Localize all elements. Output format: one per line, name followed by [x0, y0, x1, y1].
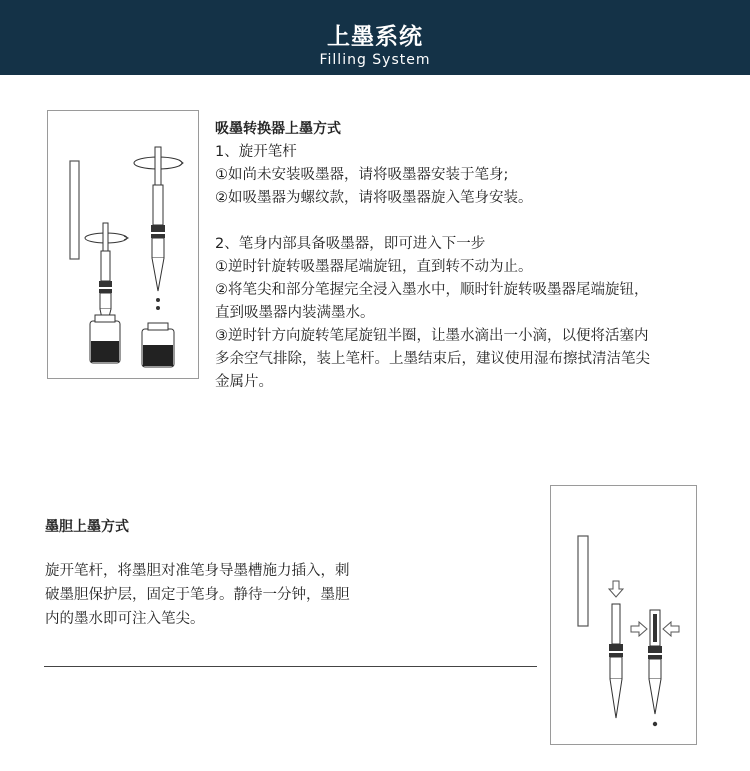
instruction-line: 旋开笔杆，将墨胆对准笔身导墨槽施力插入，刺	[45, 563, 350, 579]
instruction-line: 破墨胆保护层，固定于笔身。静待一分钟，墨胆	[45, 587, 350, 603]
instruction-line: 金属片。	[215, 374, 273, 390]
instruction-line: ①逆时针旋转吸墨器尾端旋钮，直到转不动为止。	[215, 259, 533, 275]
cartridge-diagram	[551, 486, 696, 744]
section-divider	[44, 666, 537, 667]
cartridge-instructions	[45, 515, 395, 631]
pen-cap-shape	[578, 536, 588, 626]
instruction-line: ③逆时针方向旋转笔尾旋钮半圈，让墨水滴出一小滴，以便将活塞内	[215, 328, 649, 344]
converter-diagram	[48, 111, 198, 378]
converter-heading: 吸墨转换器上墨方式	[215, 121, 341, 137]
instruction-line: 2、笔身内部具备吸墨器，即可进入下一步	[215, 236, 486, 252]
instruction-line: ①如尚未安装吸墨器，请将吸墨器安装于笔身;	[215, 167, 509, 183]
pen-dripping-shape	[134, 147, 183, 367]
spacer	[215, 210, 715, 233]
instruction-line: ②将笔尖和部分笔握完全浸入墨水中，顺时针旋转吸墨器尾端旋钮，	[215, 282, 649, 298]
pen-right-shape	[648, 610, 662, 726]
cartridge-heading: 墨胆上墨方式	[45, 519, 129, 535]
cartridge-illustration	[550, 485, 697, 745]
instruction-line: 1、旋开笔杆	[215, 144, 297, 160]
header-banner	[0, 0, 750, 75]
down-arrow-icon	[609, 581, 623, 597]
pen-left-shape	[609, 604, 623, 718]
pen-cap-shape	[70, 161, 79, 259]
pen-in-bottle-shape	[85, 223, 128, 363]
instruction-line: 直到吸墨器内装满墨水。	[215, 305, 375, 321]
instruction-line: ②如吸墨器为螺纹款，请将吸墨器旋入笔身安装。	[215, 190, 533, 206]
instruction-line: 内的墨水即可注入笔尖。	[45, 611, 205, 627]
page-title: 上墨系统	[327, 24, 423, 50]
instruction-line: 多余空气排除，装上笔杆。上墨结束后，建议使用湿布擦拭清洁笔尖	[215, 351, 650, 367]
left-arrow-icon	[663, 622, 679, 636]
page-subtitle: Filling System	[319, 52, 431, 68]
right-arrow-icon	[631, 622, 647, 636]
converter-illustration	[47, 110, 199, 379]
converter-instructions	[215, 118, 715, 394]
